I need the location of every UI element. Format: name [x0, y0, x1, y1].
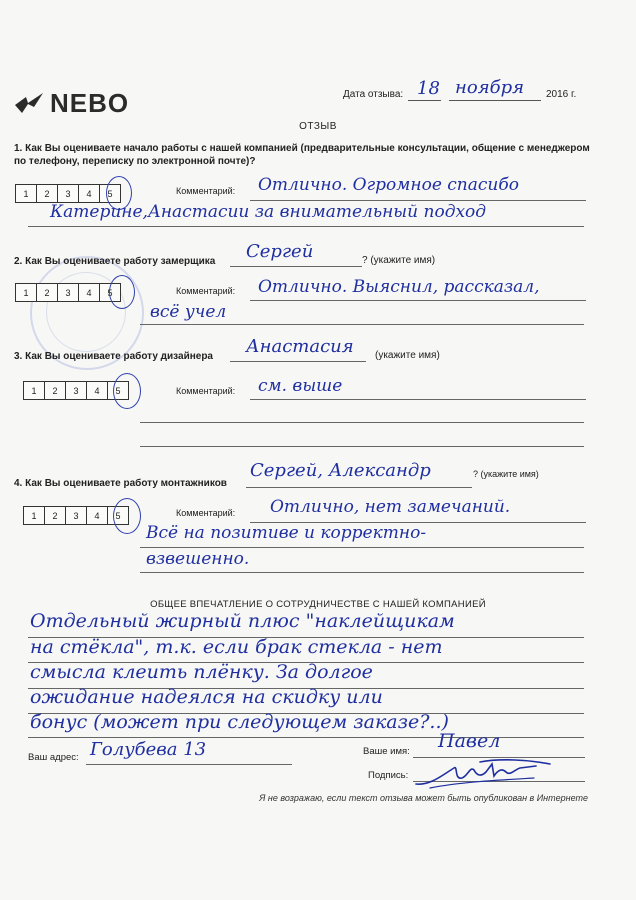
rating-option: 3: [65, 506, 87, 525]
comment-3-line-1: см. выше: [258, 376, 343, 396]
rating-option: 1: [15, 283, 37, 302]
rating-option: 3: [57, 283, 79, 302]
date-label: Дата отзыва:: [343, 89, 404, 100]
rating-option: 1: [23, 381, 45, 400]
date-day-line: [408, 100, 441, 101]
impression-line-5: бонус (может при следующем заказе?..): [30, 711, 449, 733]
rating-circle-2: [109, 275, 135, 309]
rating-option: 5: [99, 283, 121, 302]
comment-label-1: Комментарий:: [176, 186, 236, 196]
rating-option: 5: [107, 506, 129, 525]
question-4: 4. Как Вы оцениваете работу монтажников: [14, 478, 227, 489]
rating-option: 2: [44, 506, 66, 525]
impression-line-4: ожидание надеялся на скидку или: [30, 686, 383, 708]
comment-line: [140, 446, 584, 447]
comment-2-line-1: Отлично. Выяснил, рассказал,: [258, 277, 540, 297]
rating-option: 4: [86, 381, 108, 400]
comment-line: [250, 300, 586, 301]
question-2: 2. Как Вы оцениваете работу замерщика: [14, 256, 216, 267]
rating-option: 1: [15, 184, 37, 203]
measurer-name: Сергей: [246, 241, 314, 262]
name-hint-3: (укажите имя): [375, 350, 440, 361]
comment-line: [140, 547, 584, 548]
rating-option: 4: [86, 506, 108, 525]
rating-option: 2: [36, 283, 58, 302]
rating-option: 2: [36, 184, 58, 203]
rating-option: 3: [57, 184, 79, 203]
date-day: 18: [417, 78, 440, 99]
address-label: Ваш адрес:: [28, 752, 79, 763]
address-line: [86, 764, 292, 765]
comment-line: [140, 324, 584, 325]
nebo-logo: [14, 88, 129, 119]
rating-option: 5: [107, 381, 129, 400]
question-3: 3. Как Вы оцениваете работу дизайнера: [14, 351, 213, 362]
signature-label: Подпись:: [368, 770, 409, 781]
name-hint-2: ? (укажите имя): [362, 255, 436, 266]
comment-label-3: Комментарий:: [176, 386, 236, 396]
rating-option: 3: [65, 381, 87, 400]
comment-line: [250, 200, 586, 201]
comment-4-line-1: Отлично, нет замечаний.: [270, 497, 511, 517]
installers-names: Сергей, Александр: [250, 460, 431, 481]
name-line-3: [230, 361, 366, 362]
comment-line: [140, 572, 584, 573]
comment-1-line-2: Катерине,Анастасии за внимательный подход: [50, 202, 487, 222]
rating-option: 5: [99, 184, 121, 203]
rating-circle-4: [113, 498, 141, 534]
comment-label-4: Комментарий:: [176, 508, 236, 518]
comment-line: [140, 422, 584, 423]
impression-title: ОБЩЕЕ ВПЕЧАТЛЕНИЕ О СОТРУДНИЧЕСТВЕ С НАШЕЙ КОМПАНИЕЙ: [150, 599, 486, 610]
date-month: ноября: [455, 77, 525, 98]
publication-consent: Я не возражаю, если текст отзыва может быть опубликован в Интернете: [259, 793, 588, 803]
impression-line-3: смысла клеить плёнку. За долгое: [30, 661, 373, 683]
comment-1-line-1: Отлично. Огромное спасибо: [258, 175, 519, 195]
date-year: 2016 г.: [546, 89, 577, 100]
name-line-4: [246, 487, 472, 488]
address-value: Голубева 13: [90, 739, 207, 760]
bird-icon: [14, 91, 44, 117]
comment-label-2: Комментарий:: [176, 286, 236, 296]
comment-4-line-2: Всё на позитиве и корректно-: [146, 523, 427, 543]
rating-option: 1: [23, 506, 45, 525]
designer-name: Анастасия: [246, 336, 354, 357]
comment-line: [28, 226, 584, 227]
comment-line: [250, 399, 586, 400]
rating-option: 4: [78, 283, 100, 302]
rating-circle-3: [113, 373, 141, 409]
form-title: ОТЗЫВ: [299, 121, 337, 132]
date-month-line: [449, 100, 541, 101]
comment-4-line-3: взвешенно.: [146, 549, 250, 569]
name-label: Ваше имя:: [363, 746, 410, 757]
name-hint-4: ? (укажите имя): [473, 469, 539, 479]
impression-line-1: Отдельный жирный плюс "наклейщикам: [30, 610, 455, 632]
question-1: 1. Как Вы оцениваете начало работы с нашей компанией (предварительные консультации, общение с менеджером по телефону, переписку по электронной почте)?: [14, 143, 590, 167]
signature-image: [410, 756, 560, 792]
name-value: Павел: [438, 730, 501, 752]
rating-scale-2: [16, 283, 121, 302]
logo-text: NEBO: [50, 88, 130, 118]
rating-option: 2: [44, 381, 66, 400]
impression-line-2: на стёкла", т.к. если брак стекла - нет: [30, 636, 443, 658]
impression-line: [28, 737, 584, 738]
rating-option: 4: [78, 184, 100, 203]
name-line-2: [230, 266, 362, 267]
comment-2-line-2: всё учел: [150, 302, 227, 322]
